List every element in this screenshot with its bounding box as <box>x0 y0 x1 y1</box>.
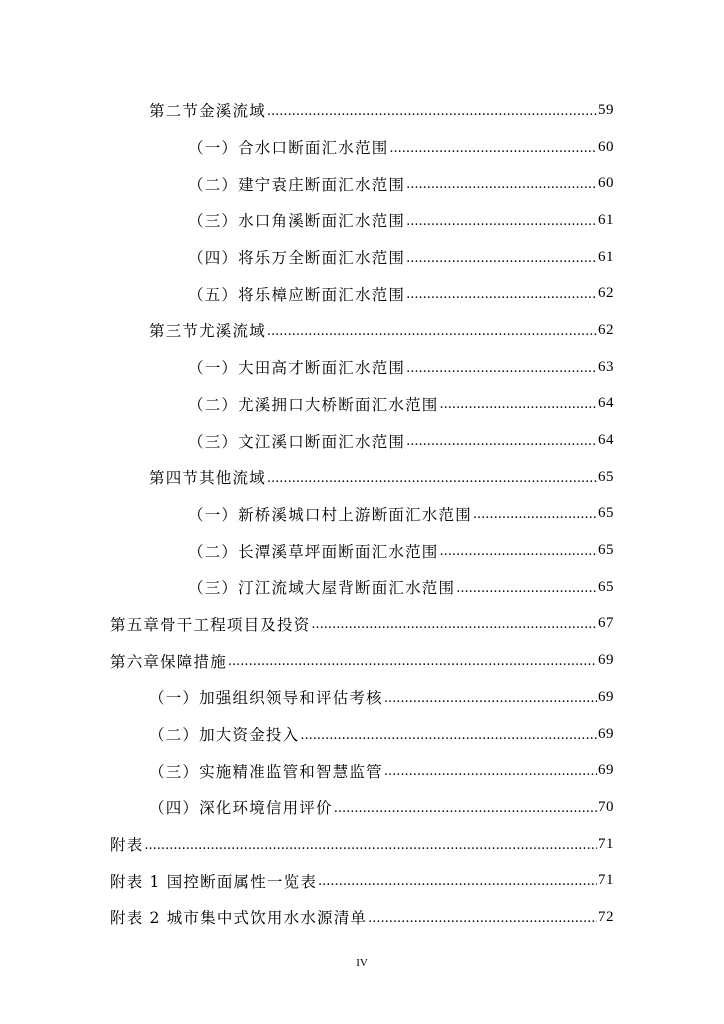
toc-leader-dots <box>267 104 597 119</box>
toc-entry[interactable] <box>0 349 724 386</box>
toc-entry[interactable] <box>0 239 724 276</box>
toc-leader-dots <box>368 911 597 926</box>
toc-entry-appendix-2[interactable] <box>0 899 724 936</box>
toc-leader-dots <box>406 214 597 229</box>
table-of-contents <box>0 92 724 936</box>
toc-entry-title: （一）加强组织领导和评估考核 <box>149 689 383 708</box>
toc-entry-title: （五）将乐樟应断面汇水范围 <box>188 285 406 304</box>
toc-entry-title: （二）加大资金投入 <box>149 726 300 745</box>
toc-entry-title: 第五章骨干工程项目及投资 <box>110 615 311 634</box>
toc-leader-dots <box>406 287 597 302</box>
toc-entry-page: 61 <box>598 248 614 265</box>
toc-leader-dots <box>300 728 597 743</box>
toc-leader-dots <box>384 764 597 779</box>
toc-entry-page: 69 <box>598 652 614 669</box>
toc-leader-dots <box>456 581 597 596</box>
toc-entry-page: 69 <box>598 688 614 705</box>
toc-entry-title: （三）汀江流域大屋背断面汇水范围 <box>188 579 456 598</box>
page-number: IV <box>356 957 368 969</box>
toc-entry-title: （三）水口角溪断面汇水范围 <box>188 212 406 231</box>
toc-leader-dots <box>406 177 597 192</box>
toc-entry-title: 第三节尤溪流域 <box>149 322 266 341</box>
toc-leader-dots <box>267 471 597 486</box>
toc-entry[interactable] <box>0 202 724 239</box>
toc-entry-title: （三）文江溪口断面汇水范围 <box>188 432 406 451</box>
toc-entry-title: 附表 <box>110 836 144 855</box>
toc-leader-dots <box>228 654 597 669</box>
toc-entry-title: （四）将乐万全断面汇水范围 <box>188 249 406 268</box>
toc-leader-dots <box>318 874 597 889</box>
toc-leader-dots <box>311 617 597 632</box>
toc-entry-page: 72 <box>598 908 614 925</box>
toc-entry[interactable] <box>0 165 724 202</box>
toc-entry[interactable] <box>0 496 724 533</box>
toc-entry-title: （一）新桥溪城口村上游断面汇水范围 <box>188 505 472 524</box>
toc-entry-title: （二）尤溪拥口大桥断面汇水范围 <box>188 395 439 414</box>
toc-entry-page: 71 <box>598 872 614 889</box>
toc-entry-page: 65 <box>598 542 614 559</box>
toc-entry-section-4[interactable] <box>0 459 724 496</box>
toc-entry-title: （二）建宁袁庄断面汇水范围 <box>188 175 406 194</box>
toc-entry-title: （四）深化环境信用评价 <box>149 799 333 818</box>
toc-entry-page: 69 <box>598 762 614 779</box>
toc-entry-page: 60 <box>598 175 614 192</box>
toc-leader-dots <box>440 544 597 559</box>
toc-entry-title: （一）合水口断面汇水范围 <box>188 139 389 158</box>
toc-entry-page: 62 <box>598 321 614 338</box>
toc-entry-title: 第二节金溪流域 <box>149 102 266 121</box>
toc-entry-page: 71 <box>598 835 614 852</box>
toc-entry-appendix[interactable] <box>0 826 724 863</box>
toc-entry-page: 65 <box>598 505 614 522</box>
toc-entry-title: 第四节其他流域 <box>149 469 266 488</box>
toc-entry[interactable] <box>0 789 724 826</box>
toc-entry[interactable] <box>0 422 724 459</box>
toc-entry-page: 70 <box>598 798 614 815</box>
toc-leader-dots <box>440 397 597 412</box>
toc-entry-page: 64 <box>598 395 614 412</box>
toc-leader-dots <box>144 838 597 853</box>
toc-leader-dots <box>384 691 597 706</box>
toc-entry-section-3[interactable] <box>0 312 724 349</box>
toc-entry-title: 第六章保障措施 <box>110 652 227 671</box>
toc-entry[interactable] <box>0 129 724 166</box>
toc-entry[interactable] <box>0 716 724 753</box>
toc-entry-page: 65 <box>598 578 614 595</box>
toc-leader-dots <box>389 141 597 156</box>
toc-entry[interactable] <box>0 532 724 569</box>
toc-entry-page: 69 <box>598 725 614 742</box>
toc-entry-section-2[interactable] <box>0 92 724 129</box>
toc-leader-dots <box>267 324 597 339</box>
toc-entry-title: （一）大田高才断面汇水范围 <box>188 359 406 378</box>
toc-entry[interactable] <box>0 752 724 789</box>
toc-entry-page: 60 <box>598 138 614 155</box>
toc-entry-page: 63 <box>598 358 614 375</box>
toc-entry-page: 61 <box>598 211 614 228</box>
toc-entry-title: （三）实施精准监管和智慧监管 <box>149 762 383 781</box>
toc-entry-page: 65 <box>598 468 614 485</box>
toc-entry-page: 67 <box>598 615 614 632</box>
toc-entry-page: 59 <box>598 101 614 118</box>
toc-entry[interactable] <box>0 275 724 312</box>
toc-leader-dots <box>334 801 597 816</box>
toc-leader-dots <box>406 361 597 376</box>
toc-leader-dots <box>473 507 597 522</box>
toc-entry[interactable] <box>0 386 724 423</box>
toc-entry-title: 附表 2 城市集中式饮用水水源清单 <box>110 909 368 928</box>
toc-entry-title: （二）长潭溪草坪面断面汇水范围 <box>188 542 439 561</box>
toc-entry-chapter-5[interactable] <box>0 606 724 643</box>
toc-entry[interactable] <box>0 679 724 716</box>
toc-leader-dots <box>406 434 597 449</box>
toc-leader-dots <box>406 251 597 266</box>
toc-entry-appendix-1[interactable] <box>0 862 724 899</box>
toc-entry[interactable] <box>0 569 724 606</box>
toc-entry-page: 64 <box>598 432 614 449</box>
toc-entry-page: 62 <box>598 285 614 302</box>
toc-entry-chapter-6[interactable] <box>0 642 724 679</box>
toc-entry-title: 附表 1 国控断面属性一览表 <box>110 872 318 891</box>
